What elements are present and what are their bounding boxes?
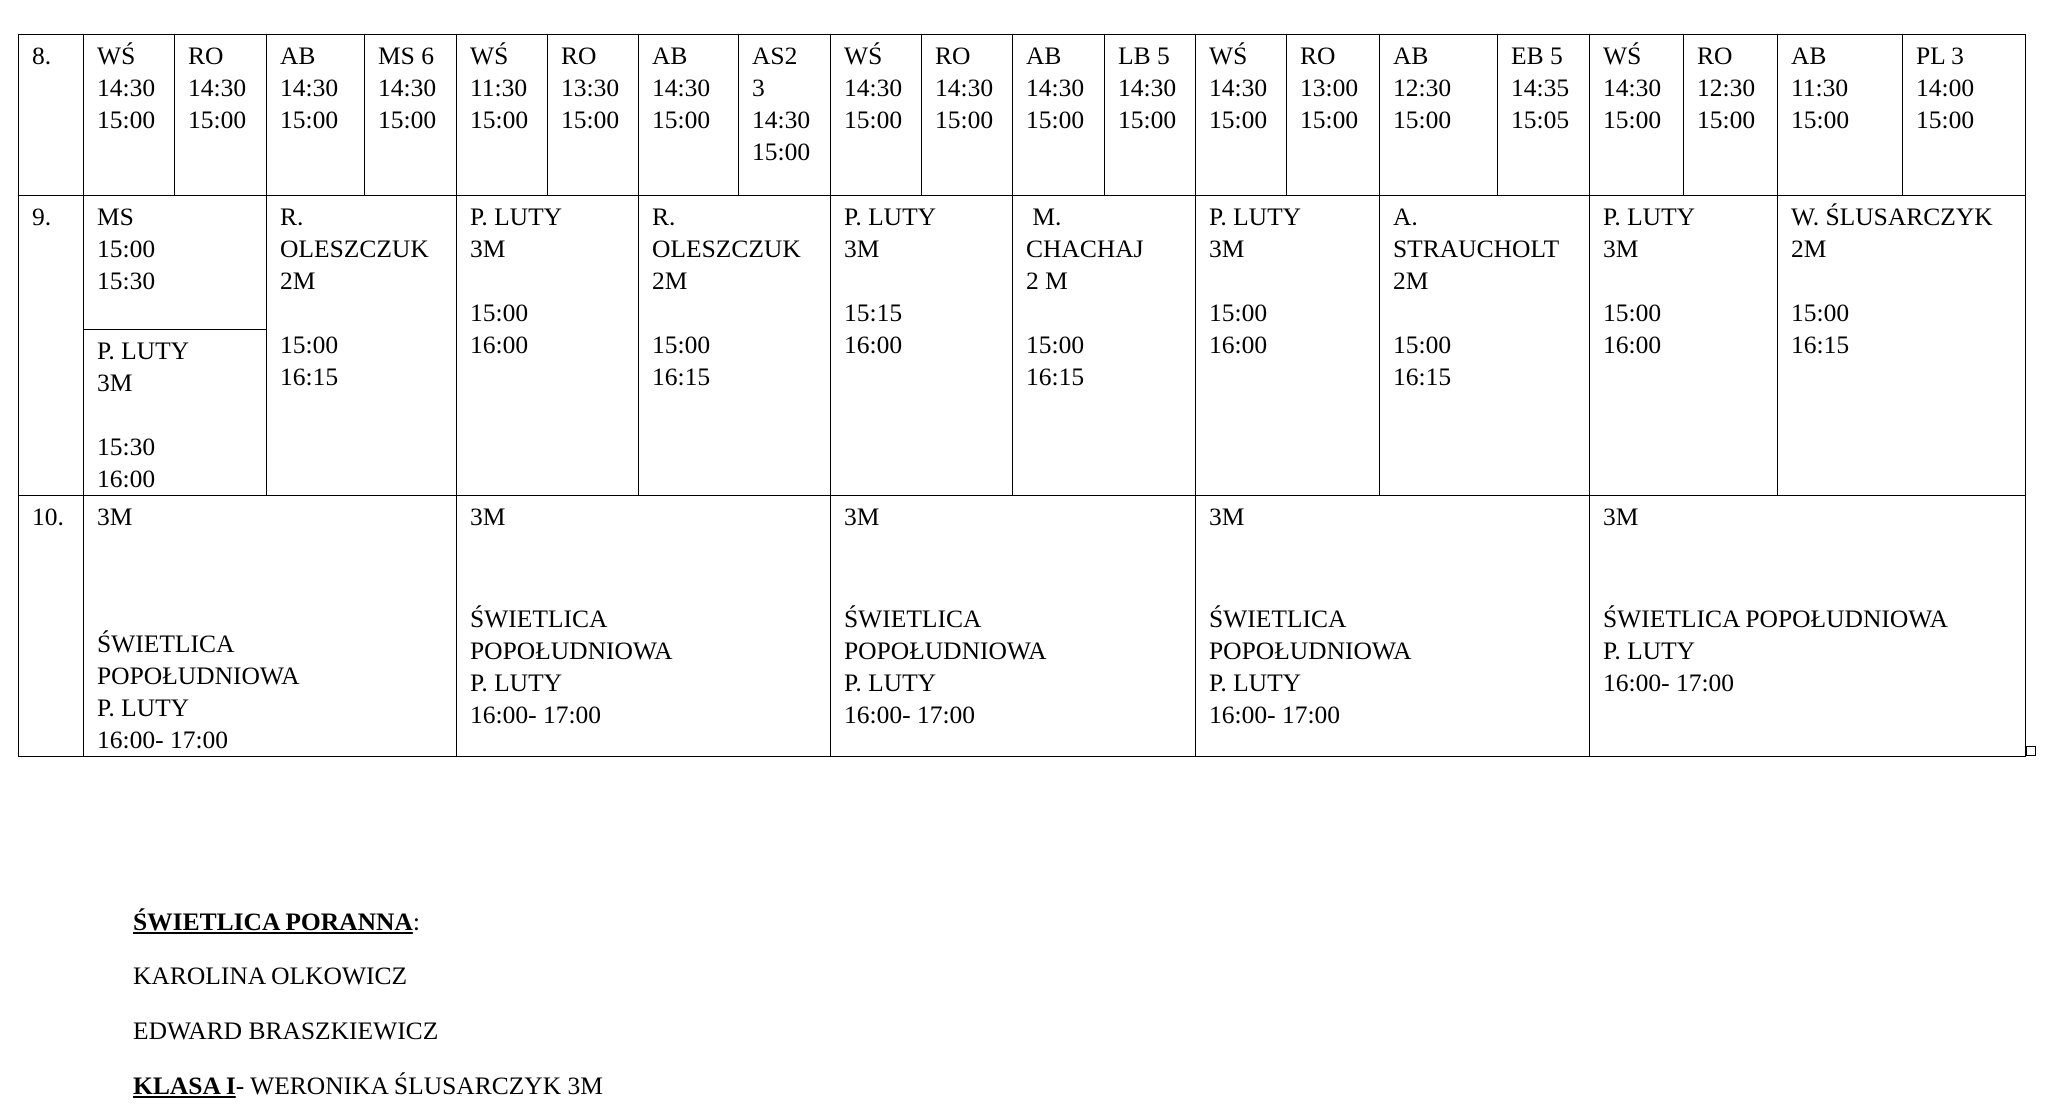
cell-line: 14:30 <box>280 73 339 102</box>
cell-line: 15:00 <box>1209 105 1268 134</box>
teacher-cell <box>1196 196 1380 496</box>
afternoon-care-cell <box>1196 496 1590 757</box>
class-assignment: KLASA I- WERONIKA ŚLUSARCZYK 3M <box>133 1071 603 1100</box>
cell-line: WŚ <box>97 41 136 70</box>
cell-line: WŚ <box>470 41 509 70</box>
split-cell <box>84 196 267 496</box>
schedule-cell <box>84 35 175 196</box>
cell-line <box>652 297 830 329</box>
row-10 <box>19 496 2026 757</box>
afternoon-care-cell <box>831 496 1196 757</box>
cell-line <box>1603 265 1777 297</box>
schedule-cell <box>1590 35 1684 196</box>
cell-line: 14:35 <box>1511 73 1570 102</box>
cell-line: W. ŚLUSARCZYK <box>1791 202 1993 231</box>
cell-line: 16:00 <box>97 464 156 493</box>
cell-line: 15:00 <box>280 105 339 134</box>
cell-line: 3 <box>752 73 765 102</box>
cell-line: 14:30 <box>1603 73 1662 102</box>
cell-line: 15:30 <box>97 266 156 295</box>
cell-line: 15:00 <box>1916 105 1975 134</box>
cell-line: 16:00- 17:00 <box>97 725 229 754</box>
cell-line <box>470 265 638 297</box>
cell-line: 14:30 <box>188 73 247 102</box>
cell-line: POPOŁUDNIOWA <box>1209 636 1412 665</box>
schedule-cell <box>1013 35 1105 196</box>
cell-line: POPOŁUDNIOWA <box>844 636 1047 665</box>
cell-line: 15:00 <box>97 105 156 134</box>
cell-line: 15:00 <box>1393 105 1452 134</box>
schedule-cell <box>1196 35 1287 196</box>
cell-line: M. <box>1026 202 1062 231</box>
cell-line: 15:00 <box>1603 105 1662 134</box>
afternoon-care-cell <box>1590 496 2026 757</box>
cell-line: 15:00 <box>1026 330 1085 359</box>
cell-line: 2 M <box>1026 266 1068 295</box>
cell-line: AB <box>1393 41 1429 70</box>
cell-line: P. LUTY <box>1603 636 1696 665</box>
row-number: 8. <box>19 35 84 196</box>
cell-line: 14:30 <box>652 73 711 102</box>
cell-line: 2M <box>1393 266 1429 295</box>
cell-line: ŚWIETLICA <box>97 629 235 658</box>
cell-line: P. LUTY <box>97 336 190 365</box>
cell-line: MS 6 <box>378 41 434 70</box>
cell-line: EB 5 <box>1511 41 1563 70</box>
cell-line <box>1791 265 2025 297</box>
schedule-cell <box>548 35 639 196</box>
cell-line: P. LUTY <box>470 202 563 231</box>
teacher-cell <box>457 196 639 496</box>
cell-line: AS2 <box>752 41 798 70</box>
cell-line: R. <box>280 202 304 231</box>
cell-line: 15:00 <box>1393 330 1452 359</box>
teacher-cell <box>639 196 831 496</box>
cell-line: 15:00 <box>561 105 620 134</box>
staff-name: KAROLINA OLKOWICZ <box>133 961 408 990</box>
cell-line: 16:00 <box>844 330 903 359</box>
class-label: 3M <box>97 502 133 531</box>
cell-line: 11:30 <box>1791 73 1849 102</box>
cell-line: ŚWIETLICA <box>1209 604 1347 633</box>
cell-line: 16:00 <box>470 330 529 359</box>
cell-line: MS <box>97 202 134 231</box>
cell-line: 16:15 <box>1393 362 1452 391</box>
cell-line: WŚ <box>844 41 883 70</box>
cell-line: 15:30 <box>97 432 156 461</box>
cell-line: 15:00 <box>470 298 529 327</box>
cell-line: 2M <box>652 266 688 295</box>
cell-line: 15:00 <box>1300 105 1359 134</box>
cell-line: 15:00 <box>1026 105 1085 134</box>
cell-line: 16:00- 17:00 <box>1209 700 1341 729</box>
cell-line: P. LUTY <box>1209 668 1302 697</box>
schedule-cell <box>1105 35 1196 196</box>
cell-line: 16:00- 17:00 <box>1603 668 1735 697</box>
row-number: 10. <box>19 496 84 757</box>
cell-line: RO <box>1300 41 1336 70</box>
cell-line: 14:00 <box>1916 73 1975 102</box>
cell-line: 13:00 <box>1300 73 1359 102</box>
cell-line: 15:15 <box>844 298 903 327</box>
schedule-cell <box>365 35 457 196</box>
cell-line: 12:30 <box>1697 73 1756 102</box>
cell-line: POPOŁUDNIOWA <box>470 636 673 665</box>
staff-name: EDWARD BRASZKIEWICZ <box>133 1016 439 1045</box>
schedule-cell <box>739 35 831 196</box>
cell-line: ŚWIETLICA POPOŁUDNIOWA <box>1603 604 1948 633</box>
schedule-table <box>18 34 2026 757</box>
cell-line: 14:30 <box>844 73 903 102</box>
cell-line: 16:15 <box>1791 330 1850 359</box>
teacher-cell <box>267 196 457 496</box>
morning-care-heading: ŚWIETLICA PORANNA: <box>133 907 420 936</box>
cell-line: AB <box>652 41 688 70</box>
cell-line: 11:30 <box>470 73 528 102</box>
cell-line: 16:15 <box>652 362 711 391</box>
cell-line: A. <box>1393 202 1418 231</box>
cell-line: 15:00 <box>470 105 529 134</box>
cell-line: 3M <box>97 368 133 397</box>
schedule-cell <box>1778 35 1903 196</box>
cell-line: R. <box>652 202 676 231</box>
cell-line: 15:00 <box>1603 298 1662 327</box>
cell-line: 15:00 <box>935 105 994 134</box>
cell-line: P. LUTY <box>97 693 190 722</box>
schedule-cell <box>1380 35 1498 196</box>
schedule-cell <box>922 35 1013 196</box>
schedule-cell <box>267 35 365 196</box>
cell-line: 16:00- 17:00 <box>470 700 602 729</box>
schedule-cell <box>457 35 548 196</box>
cell-line: POPOŁUDNIOWA <box>97 661 300 690</box>
cell-line: 2M <box>280 266 316 295</box>
cell-line: 15:00 <box>652 330 711 359</box>
cell-line: 3M <box>844 234 880 263</box>
cell-line: RO <box>935 41 971 70</box>
cell-line <box>97 399 266 431</box>
cell-line: 14:30 <box>752 105 811 134</box>
cell-line: AB <box>1791 41 1827 70</box>
row-number: 9. <box>19 196 84 496</box>
cell-line: 16:00- 17:00 <box>844 700 976 729</box>
cell-line: OLESZCZUK <box>280 234 429 263</box>
cell-line: 16:15 <box>280 362 339 391</box>
cell-line: 3M <box>1603 234 1639 263</box>
cell-line: 15:00 <box>844 105 903 134</box>
cell-line <box>1393 297 1589 329</box>
cell-line: ŚWIETLICA <box>470 604 608 633</box>
cell-line <box>844 265 1012 297</box>
row-8 <box>19 35 2026 196</box>
teacher-cell <box>1590 196 1778 496</box>
cell-line: WŚ <box>1603 41 1642 70</box>
cell-line: RO <box>561 41 597 70</box>
cell-line: PL 3 <box>1916 41 1964 70</box>
cell-line: 3M <box>470 234 506 263</box>
cell-line: P. LUTY <box>844 668 937 697</box>
cell-line: AB <box>1026 41 1062 70</box>
cell-line: 15:05 <box>1511 105 1570 134</box>
cell-line: P. LUTY <box>1209 202 1302 231</box>
cell-line: 15:00 <box>1697 105 1756 134</box>
cell-line: 12:30 <box>1393 73 1452 102</box>
cell-line: 14:30 <box>97 73 156 102</box>
cell-line: WŚ <box>1209 41 1248 70</box>
cell-line: RO <box>188 41 224 70</box>
cell-line: 15:00 <box>378 105 437 134</box>
schedule-cell <box>639 35 739 196</box>
cell-line: 16:00 <box>1209 330 1268 359</box>
cell-line: P. LUTY <box>1603 202 1696 231</box>
cell-line <box>1026 297 1195 329</box>
afternoon-care-cell <box>84 496 457 757</box>
cell-line: 15:00 <box>1791 298 1850 327</box>
schedule-cell <box>175 35 267 196</box>
cell-line: 2M <box>1791 234 1827 263</box>
teacher-cell <box>831 196 1013 496</box>
cell-line: AB <box>280 41 316 70</box>
class-label: 3M <box>1209 502 1245 531</box>
cell-line: CHACHAJ <box>1026 234 1144 263</box>
schedule-cell <box>831 35 922 196</box>
schedule-cell <box>1498 35 1590 196</box>
cell-line: 15:00 <box>280 330 339 359</box>
cell-line: LB 5 <box>1118 41 1170 70</box>
class-label: 3M <box>1603 502 1639 531</box>
cell-line: RO <box>1697 41 1733 70</box>
cell-line: 15:00 <box>97 234 156 263</box>
split-cell-top <box>84 196 266 330</box>
cell-line: STRAUCHOLT <box>1393 234 1560 263</box>
cell-line <box>1209 265 1379 297</box>
cell-line: 16:00 <box>1603 330 1662 359</box>
teacher-cell <box>1778 196 2026 496</box>
schedule-cell <box>1684 35 1778 196</box>
cell-line: P. LUTY <box>844 202 937 231</box>
teacher-cell <box>1380 196 1590 496</box>
cell-line: 15:00 <box>752 137 811 166</box>
table-resize-handle[interactable] <box>2026 746 2036 756</box>
class-label: 3M <box>844 502 880 531</box>
cell-line: OLESZCZUK <box>652 234 801 263</box>
cell-line: ŚWIETLICA <box>844 604 982 633</box>
cell-line: 15:00 <box>188 105 247 134</box>
afternoon-care-cell <box>457 496 831 757</box>
cell-line: 15:00 <box>1209 298 1268 327</box>
cell-line: 15:00 <box>1791 105 1850 134</box>
teacher-cell <box>1013 196 1196 496</box>
cell-line <box>280 297 456 329</box>
cell-line: 14:30 <box>935 73 994 102</box>
cell-line: 14:30 <box>1026 73 1085 102</box>
cell-line: 14:30 <box>1209 73 1268 102</box>
cell-line: 13:30 <box>561 73 620 102</box>
cell-line: 3M <box>1209 234 1245 263</box>
cell-line: P. LUTY <box>470 668 563 697</box>
row-9 <box>19 196 2026 496</box>
schedule-cell <box>1903 35 2026 196</box>
cell-line: 14:30 <box>1118 73 1177 102</box>
cell-line: 15:00 <box>652 105 711 134</box>
class-label: 3M <box>470 502 506 531</box>
cell-line: 14:30 <box>378 73 437 102</box>
split-cell-bottom <box>84 330 266 495</box>
schedule-cell <box>1287 35 1380 196</box>
cell-line: 15:00 <box>1118 105 1177 134</box>
cell-line: 16:15 <box>1026 362 1085 391</box>
